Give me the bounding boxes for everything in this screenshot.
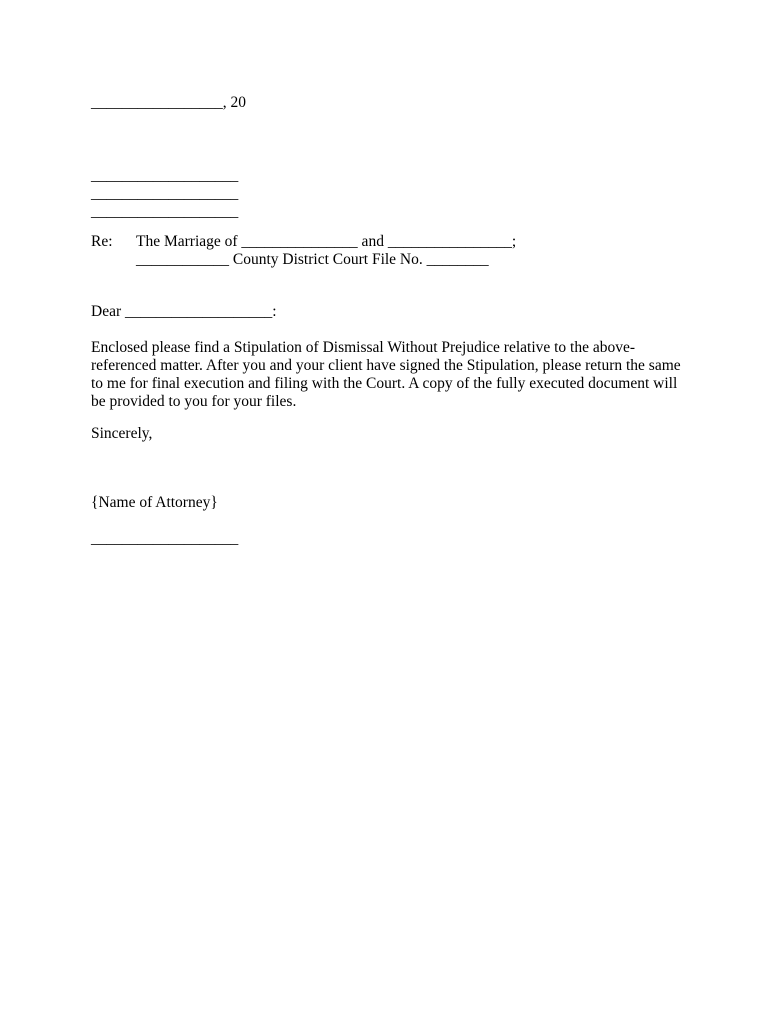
re-line-court-file: ____________ County District Court File No. ________ — [136, 251, 489, 268]
re-label: Re: — [91, 233, 113, 250]
closing: Sincerely, — [91, 425, 153, 442]
date-line: _________________, 20 — [91, 94, 246, 111]
re-line-marriage: The Marriage of _______________ and ________________; — [136, 233, 517, 250]
address-line-1: ___________________ — [91, 167, 239, 184]
body-paragraph: Enclosed please find a Stipulation of Dismissal Without Prejudice relative to the above-referenced matter. After you and your client have signed the Stipulation, please return the same to me for final execution and filing with the Court. A copy of the fully executed document will be provided to you for your files. — [91, 339, 681, 410]
attorney-name: {Name of Attorney} — [91, 494, 218, 511]
signature-line: ___________________ — [91, 530, 239, 547]
address-line-3: ___________________ — [91, 203, 239, 220]
address-line-2: ___________________ — [91, 185, 239, 202]
salutation: Dear ___________________: — [91, 303, 277, 320]
